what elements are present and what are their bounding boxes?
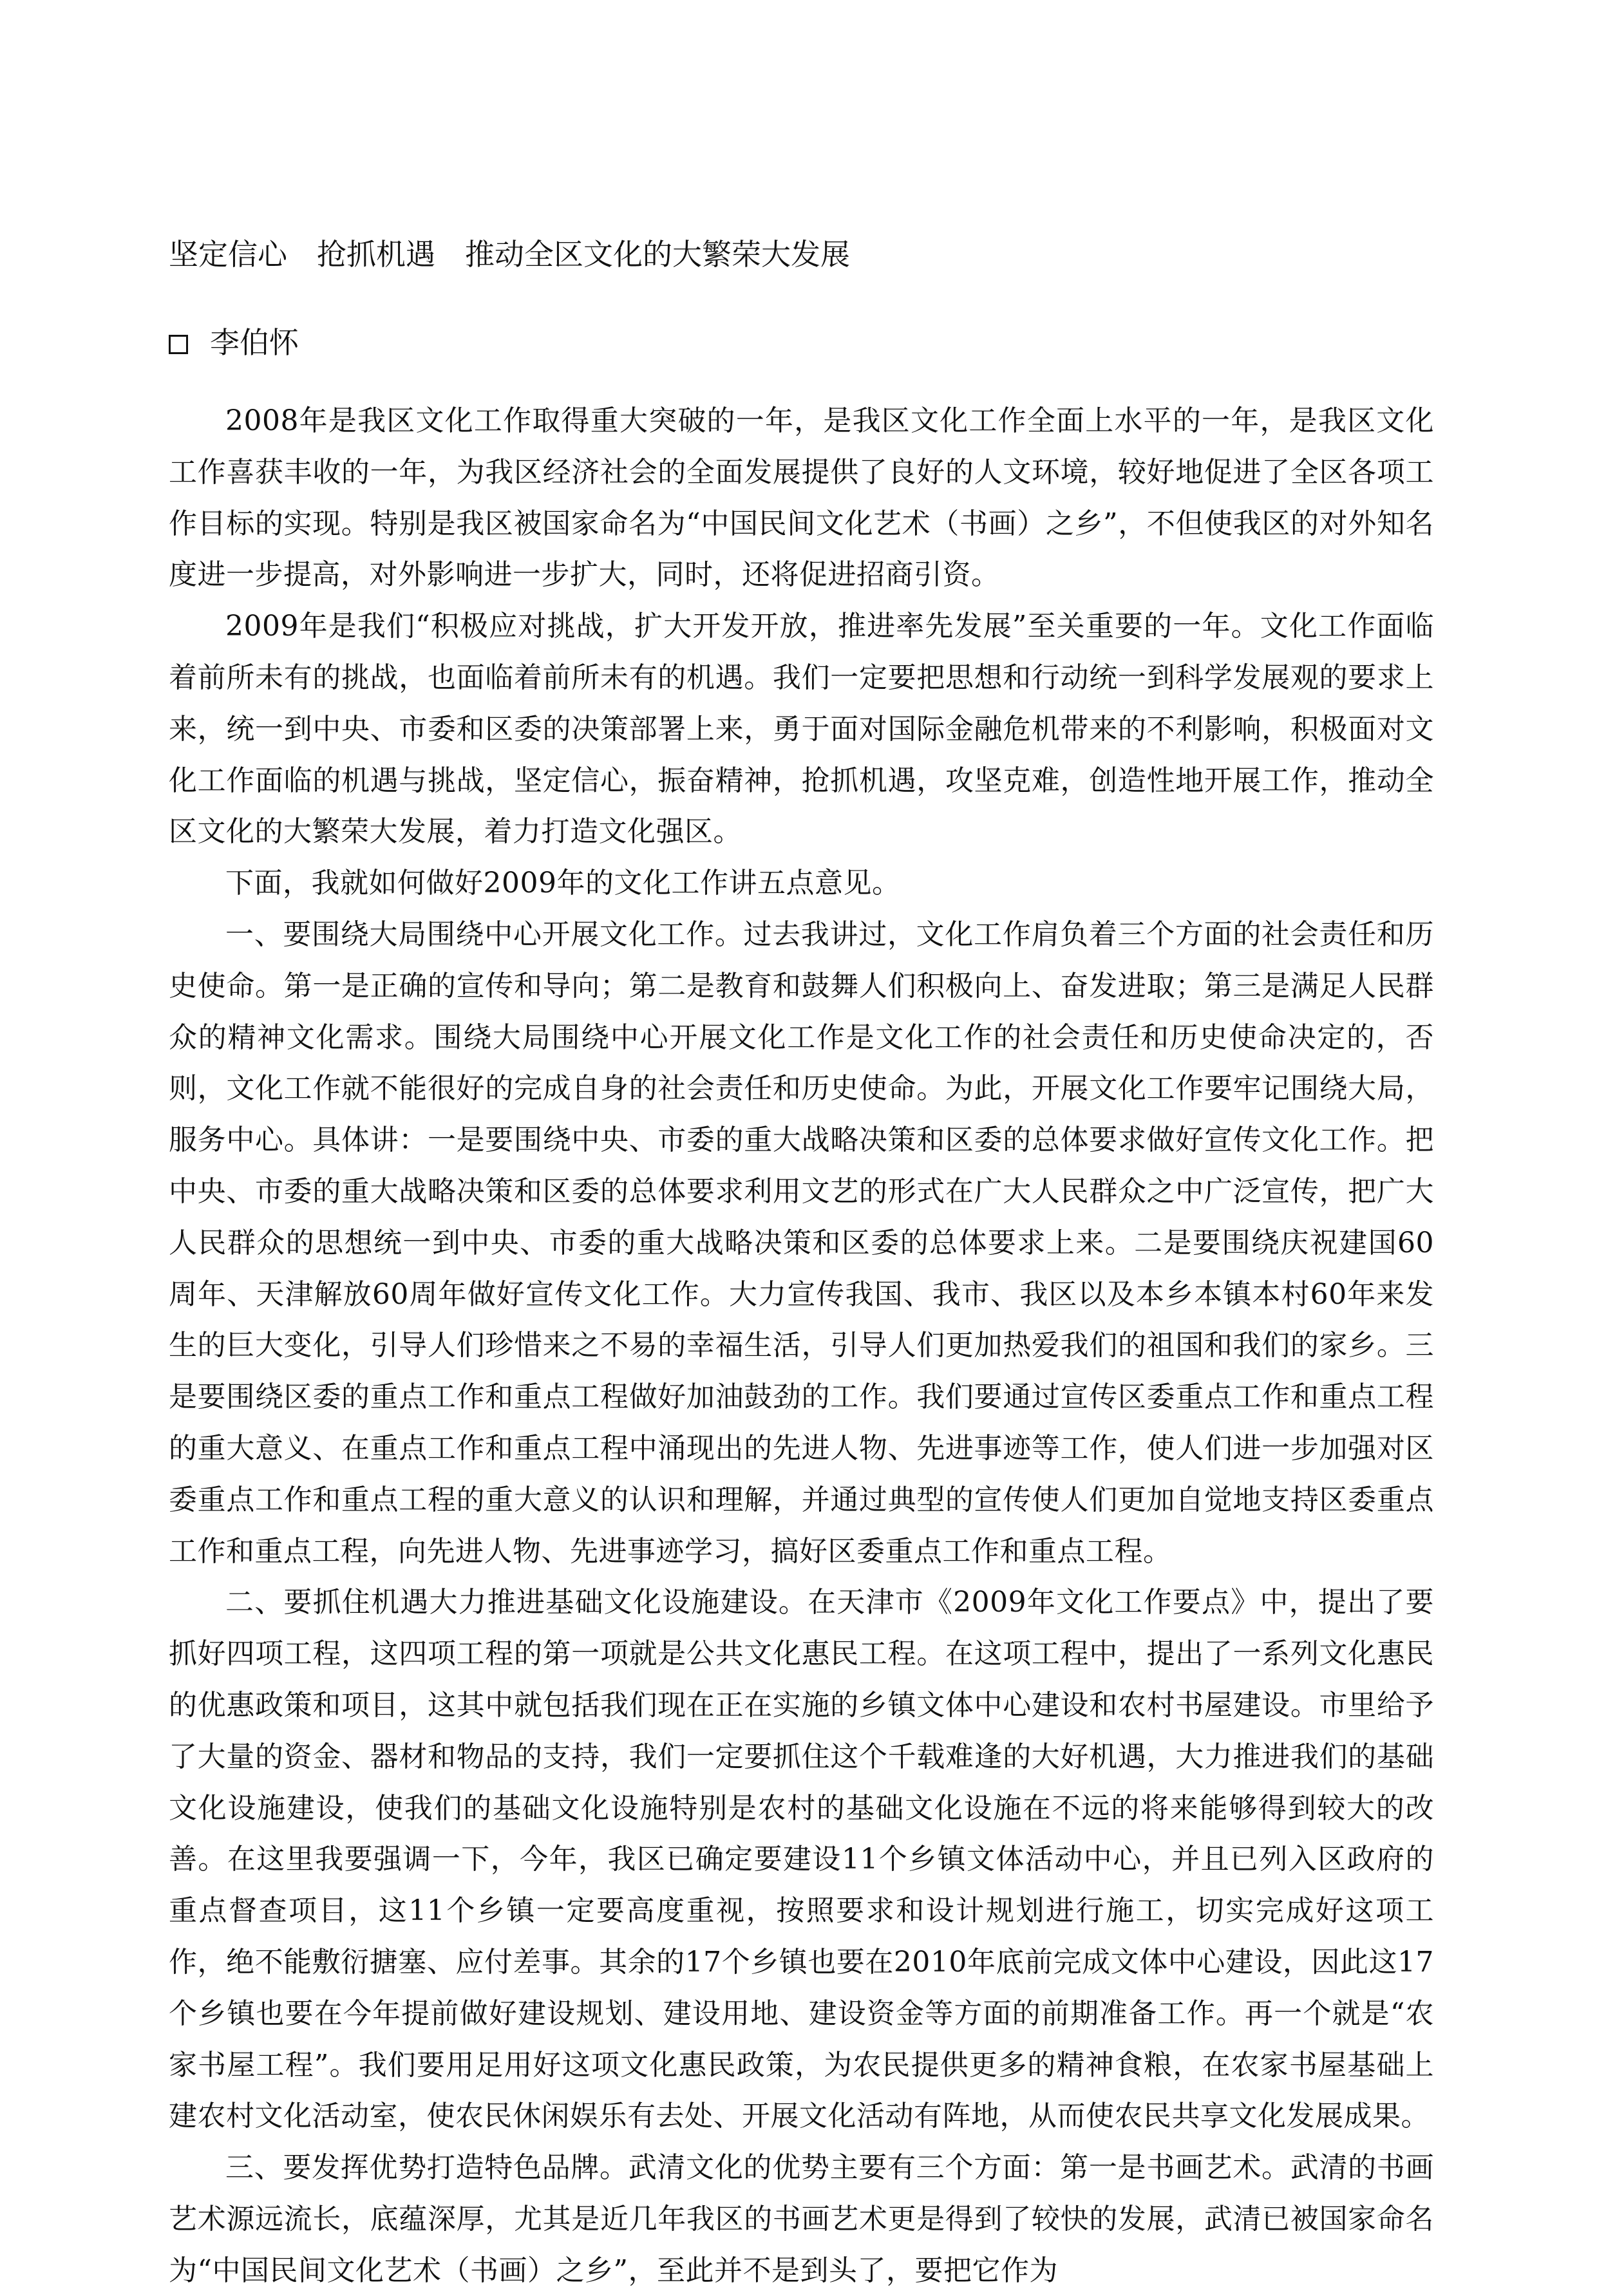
paragraph-4: 一、要围绕大局围绕中心开展文化工作。过去我讲过，文化工作肩负着三个方面的社会责任和历史使命。第一是正确的宣传和导向；第二是教育和鼓舞人们积极向上、奋发进取；第三是满足人民群众的精神文化需求。围绕大局围绕中心开展文化工作是文化工作的社会责任和历史使命决定的，否则，文化工作就不能很好的完成自身的社会责任和历史使命。为此，开展文化工作要牢记围绕大局，服务中心。具体讲：一是要围绕中央、市委的重大战略决策和区委的总体要求做好宣传文化工作。把中央、市委的重大战略决策和区委的总体要求利用文艺的形式在广大人民群众之中广泛宣传，把广大人民群众的思想统一到中央、市委的重大战略决策和区委的总体要求上来。二是要围绕庆祝建国60周年、天津解放60周年做好宣传文化工作。大力宣传我国、我市、我区以及本乡本镇本村60年来发生的巨大变化，引导人们珍惜来之不易的幸福生活，引导人们更加热爱我们的祖国和我们的家乡。三是要围绕区委的重点工作和重点工程做好加油鼓劲的工作。我们要通过宣传区委重点工作和重点工程的重大意义、在重点工作和重点工程中涌现出的先进人物、先进事迹等工作，使人们进一步加强对区委重点工作和重点工程的重大意义的认识和理解，并通过典型的宣传使人们更加自觉地支持区委重点工作和重点工程，向先进人物、先进事迹学习，搞好区委重点工作和重点工程。	[169, 917, 1434, 1568]
paragraph-2: 2009年是我们“积极应对挑战，扩大开发开放，推进率先发展”至关重要的一年。文化工作面临着前所未有的挑战，也面临着前所未有的机遇。我们一定要把思想和行动统一到科学发展观的要求上来，统一到中央、市委和区委的决策部署上来，勇于面对国际金融危机带来的不利影响，积极面对文化工作面临的机遇与挑战，坚定信心，振奋精神，抢抓机遇，攻坚克难，创造性地开展工作，推动全区文化的大繁荣大发展，着力打造文化强区。	[169, 610, 1434, 849]
square-bullet-icon	[169, 335, 188, 354]
paragraph-3: 下面，我就如何做好2009年的文化工作讲五点意见。	[225, 867, 901, 900]
author-name: 李伯怀	[210, 325, 299, 360]
article-body	[169, 395, 1434, 2296]
article-title: 坚定信心 抢抓机遇 推动全区文化的大繁荣大发展	[169, 237, 850, 272]
paragraph-5: 二、要抓住机遇大力推进基础文化设施建设。在天津市《2009年文化工作要点》中，提出了要抓好四项工程，这四项工程的第一项就是公共文化惠民工程。在这项工程中，提出了一系列文化惠民的优惠政策和项目，这其中就包括我们现在正在实施的乡镇文体中心建设和农村书屋建设。市里给予了大量的资金、器材和物品的支持，我们一定要抓住这个千载难逢的大好机遇，大力推进我们的基础文化设施建设，使我们的基础文化设施特别是农村的基础文化设施在不远的将来能够得到较大的改善。在这里我要强调一下，今年，我区已确定要建设11个乡镇文体活动中心，并且已列入区政府的重点督查项目，这11个乡镇一定要高度重视，按照要求和设计规划进行施工，切实完成好这项工作，绝不能敷衍搪塞、应付差事。其余的17个乡镇也要在2010年底前完成文体中心建设，因此这17个乡镇也要在今年提前做好建设规划、建设用地、建设资金等方面的前期准备工作。再一个就是“农家书屋工程”。我们要用足用好这项文化惠民政策，为农民提供更多的精神食粮，在农家书屋基础上建农村文化活动室，使农民休闲娱乐有去处、开展文化活动有阵地，从而使农民共享文化发展成果。	[169, 1586, 1434, 2133]
paragraph-6: 三、要发挥优势打造特色品牌。武清文化的优势主要有三个方面：第一是书画艺术。武清的书画艺术源远流长，底蕴深厚，尤其是近几年我区的书画艺术更是得到了较快的发展，武清已被国家命名为“中国民间文化艺术（书画）之乡”，至此并不是到头了，要把它作为	[169, 2151, 1434, 2287]
author-line	[169, 320, 1457, 365]
paragraph-1: 2008年是我区文化工作取得重大突破的一年，是我区文化工作全面上水平的一年，是我区文化工作喜获丰收的一年，为我区经济社会的全面发展提供了良好的人文环境，较好地促进了全区各项工作目标的实现。特别是我区被国家命名为“中国民间文化艺术（书画）之乡”，不但使我区的对外知名度进一步提高，对外影响进一步扩大，同时，还将促进招商引资。	[169, 404, 1434, 592]
